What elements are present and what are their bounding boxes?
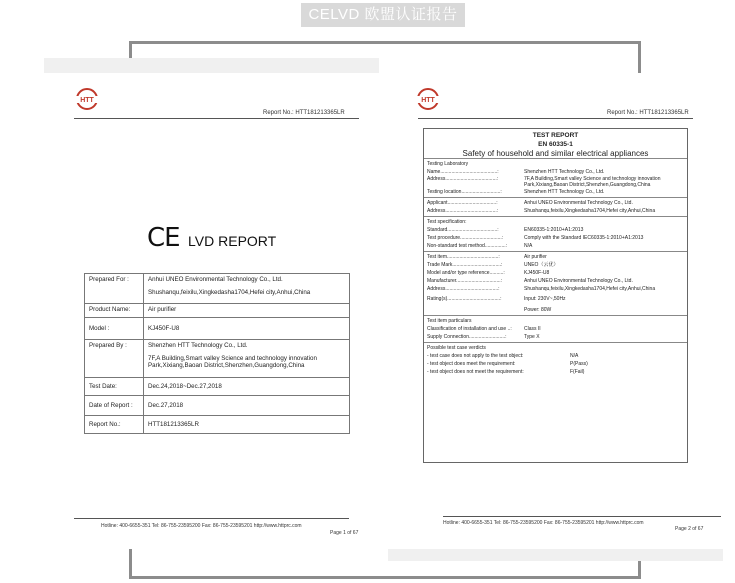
test-report-heading: TEST REPORT bbox=[532, 132, 579, 139]
list-item: Rating(s)......................................: Input: 230V~,50Hz bbox=[427, 296, 566, 302]
list-item: Classification of installation and use ..: Class II bbox=[427, 326, 541, 332]
row-value: Air purifier bbox=[144, 304, 350, 318]
page-number: Page 2 of 67 bbox=[675, 526, 704, 532]
svg-text:HTT: HTT bbox=[80, 97, 94, 104]
row-value: HTT181213365LR bbox=[144, 416, 350, 434]
test-report-box bbox=[423, 128, 688, 463]
list-item: Testing location............................: Shenzhen HTT Technology Co., Ltd. bbox=[427, 189, 605, 195]
row-key: Prepared For : bbox=[85, 274, 144, 304]
list-item: Supply Connection..........................: Type X bbox=[427, 334, 540, 340]
list-item: Model and/or type reference..........: KJ450F-U8 bbox=[427, 270, 550, 276]
header-rule bbox=[418, 118, 693, 119]
list-item: Test item.....................................: Air purifier bbox=[427, 254, 547, 260]
htt-logo-icon bbox=[74, 87, 100, 116]
test-item-section bbox=[424, 251, 687, 315]
list-item: Manufacturer................................: Anhui UNEO Environmental Technology Co., Ltd. bbox=[427, 278, 633, 284]
row-key: Date of Report : bbox=[85, 396, 144, 416]
report-title-text: LVD REPORT bbox=[188, 233, 277, 249]
section-title: Testing Laboratory bbox=[427, 161, 469, 167]
footer-rule bbox=[443, 516, 721, 517]
test-report-page bbox=[388, 73, 734, 549]
list-item: Standard....................................: EN60335-1:2010+A1:2013 bbox=[427, 227, 584, 233]
row-key: Product Name: bbox=[85, 304, 144, 318]
page-number: Page 1 of 67 bbox=[330, 530, 359, 536]
shadow-strip-top bbox=[44, 58, 379, 73]
row-value: Dec.24,2018~Dec.27,2018 bbox=[144, 378, 350, 396]
footer-rule bbox=[74, 518, 349, 519]
ce-mark-icon: CE bbox=[147, 223, 180, 253]
row-key: Model : bbox=[85, 318, 144, 340]
report-number-header: Report No.: HTT181213365LR bbox=[607, 110, 689, 116]
page-footer: Hotline: 400-6655-351 Tel: 86-755-23595200 Fax: 86-755-23595201 http://www.httprc.com bbox=[101, 523, 302, 529]
row-key: Report No.: bbox=[85, 416, 144, 434]
table-row bbox=[85, 274, 350, 304]
list-item: Trade Mark...................................: UNEO（云优） bbox=[427, 262, 559, 268]
row-value: Shenzhen HTT Technology Co., Ltd. 7F,A Building,Smart valley Science and technology innovation Park,Xixiang,Baoan District,Shenzhen,Guangdong,China bbox=[144, 340, 350, 378]
list-item: Name.........................................: Shenzhen HTT Technology Co., Ltd. bbox=[427, 169, 605, 175]
page-headline: CELVD 欧盟认证报告 bbox=[301, 3, 465, 27]
row-value: Dec.27,2018 bbox=[144, 396, 350, 416]
list-item: Non-standard test method...............: N/A bbox=[427, 243, 533, 249]
header-rule bbox=[74, 118, 359, 119]
list-item: Applicant...................................: Anhui UNEO Environmental Technology Co., Ltd. bbox=[427, 200, 633, 206]
report-summary-table bbox=[84, 273, 350, 434]
list-item: - test case does not apply to the test object: N/A bbox=[427, 353, 579, 359]
svg-text:HTT: HTT bbox=[421, 97, 435, 104]
report-number-header: Report No.: HTT181213365LR bbox=[263, 110, 345, 116]
verdicts-section bbox=[424, 342, 687, 377]
table-row bbox=[85, 378, 350, 396]
row-key: Test Date: bbox=[85, 378, 144, 396]
standard-heading: EN 60335-1 bbox=[538, 141, 573, 148]
report-subtitle: Safety of household and similar electrical appliances bbox=[462, 149, 649, 158]
report-cover-page bbox=[44, 73, 387, 549]
test-specification-section bbox=[424, 216, 687, 251]
list-item: Address.....................................: Shushanqu,feixilu,Xingkedasha1704,Hefei city,Anhui,China bbox=[427, 208, 656, 214]
row-value: KJ450F-U8 bbox=[144, 318, 350, 340]
section-title: Possible test case verdicts bbox=[427, 345, 486, 351]
test-item-particulars-section bbox=[424, 315, 687, 342]
section-title: Test item particulars bbox=[427, 318, 472, 324]
page-footer: Hotline: 400-6655-351 Tel: 86-755-23595200 Fax: 86-755-23595201 http://www.httprc.com bbox=[443, 520, 644, 526]
section-title: Test specification: bbox=[427, 219, 467, 225]
list-item: Address.....................................: 7F,A Building,Smart valley Science and technology innovation Park,Xixiang,Baoan District,Shenzhen,Guangdong,China bbox=[427, 176, 661, 188]
list-item: Test procedure..............................: Comply with the Standard IEC60335-1:2010+A1:2013 bbox=[427, 235, 644, 241]
table-row bbox=[85, 318, 350, 340]
row-key: Prepared By : bbox=[85, 340, 144, 378]
table-row bbox=[85, 340, 350, 378]
testing-laboratory-section bbox=[424, 158, 687, 197]
table-row bbox=[85, 396, 350, 416]
row-value: Anhui UNEO Environmental Technology Co., Ltd. Shushanqu,feixilu,Xingkedasha1704,Hefei city,Anhui,China bbox=[144, 274, 350, 304]
list-item: - test object does meet the requirement: P(Pass) bbox=[427, 361, 588, 367]
list-item: Power: 80W bbox=[524, 307, 552, 313]
table-row bbox=[85, 304, 350, 318]
applicant-section bbox=[424, 197, 687, 216]
list-item: - test object does not meet the requirement: F(Fail) bbox=[427, 369, 585, 375]
list-item: Address......................................: Shushanqu,feixilu,Xingkedasha1704,Hefei city,Anhui,China bbox=[427, 286, 656, 292]
lvd-report-title bbox=[147, 223, 276, 253]
table-row bbox=[85, 416, 350, 434]
htt-logo-icon bbox=[415, 87, 441, 116]
